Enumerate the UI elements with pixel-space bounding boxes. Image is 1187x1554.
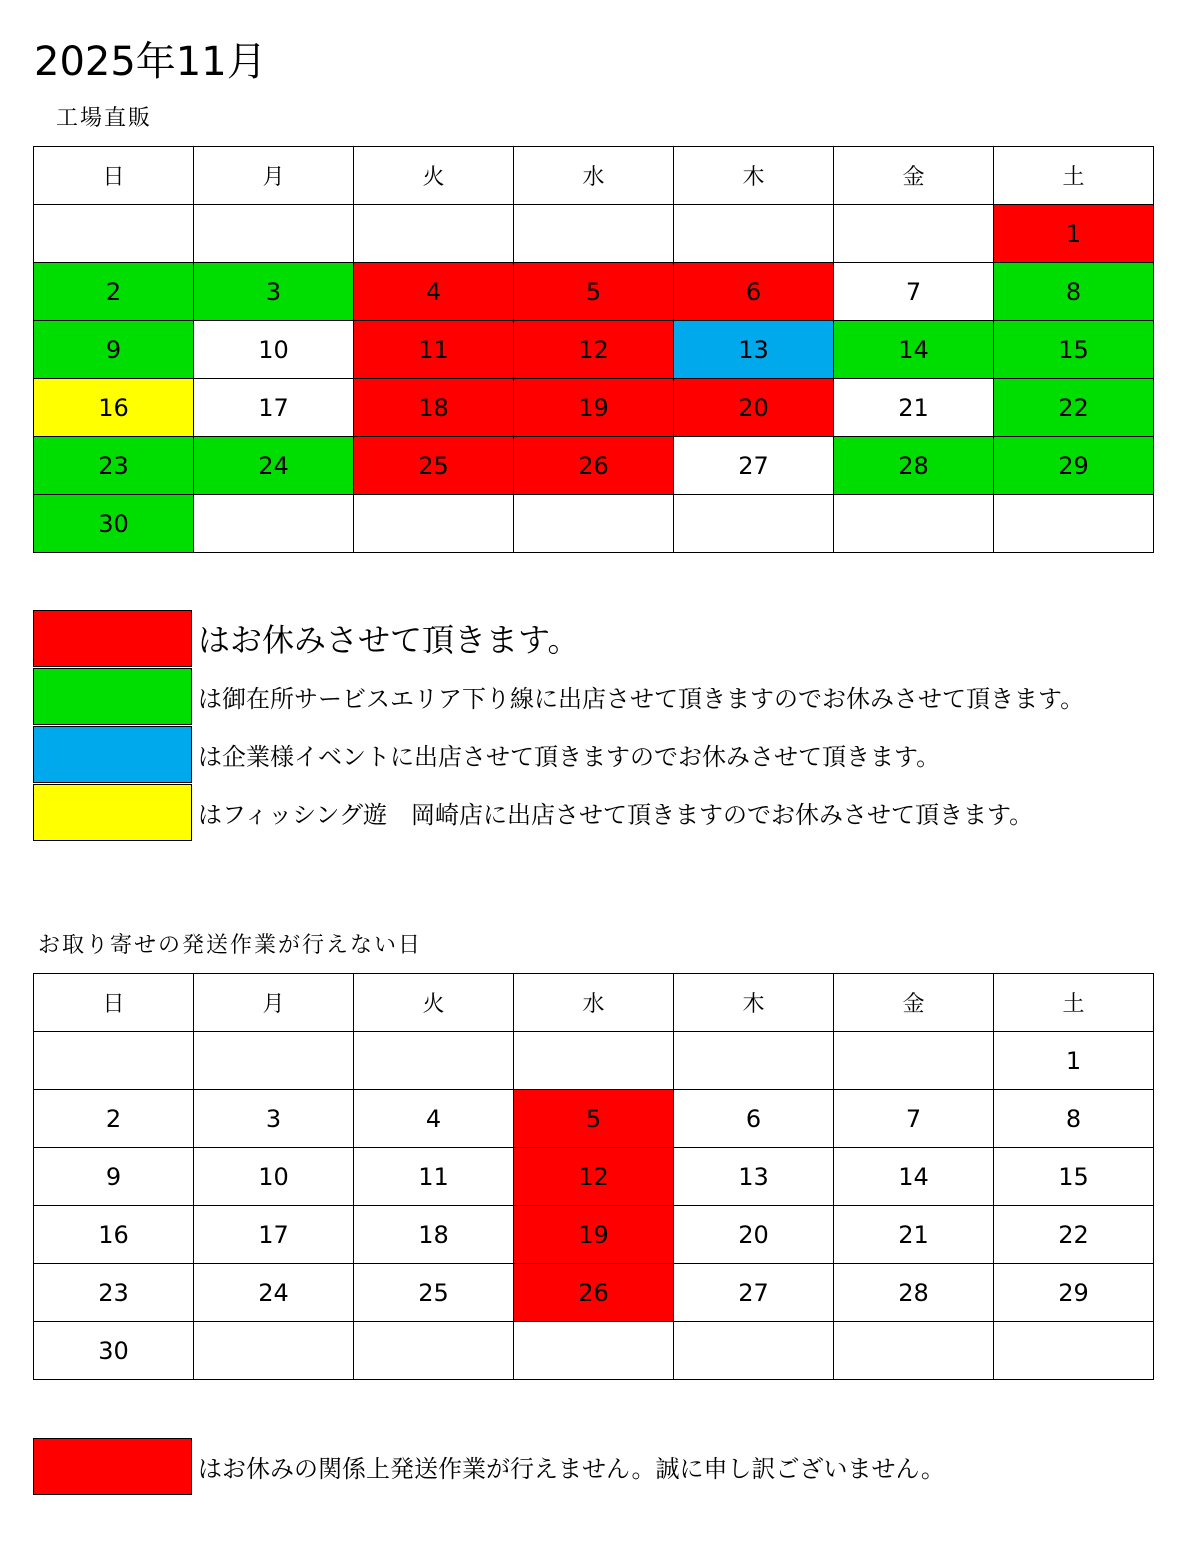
calendar-day-cell: 15 — [994, 1148, 1154, 1206]
calendar-day-cell: 21 — [834, 1206, 994, 1264]
calendar-day-cell: 4 — [354, 263, 514, 321]
calendar-week-row — [34, 1264, 1154, 1322]
calendar-day-cell: 14 — [834, 321, 994, 379]
calendar-empty-cell — [194, 495, 354, 553]
calendar-day-cell: 2 — [34, 263, 194, 321]
calendar-day-cell: 7 — [834, 1090, 994, 1148]
calendar-empty-cell — [834, 1322, 994, 1380]
legend-row-closed — [33, 609, 1084, 667]
calendar-day-cell: 17 — [194, 1206, 354, 1264]
calendar-day-cell: 6 — [674, 263, 834, 321]
calendar-day-cell: 19 — [514, 1206, 674, 1264]
calendar-day-cell: 3 — [194, 1090, 354, 1148]
calendar-day-cell: 10 — [194, 321, 354, 379]
calendar-week-row — [34, 495, 1154, 553]
weekday-friday: 金 — [834, 147, 994, 205]
calendar-day-cell: 20 — [674, 379, 834, 437]
weekday-friday: 金 — [834, 974, 994, 1032]
calendar-day-cell: 12 — [514, 321, 674, 379]
calendar-day-cell: 28 — [834, 437, 994, 495]
calendar-empty-cell — [194, 205, 354, 263]
calendar-day-cell: 18 — [354, 379, 514, 437]
legend-swatch-shipping-closed — [33, 1438, 192, 1495]
calendar-day-cell: 23 — [34, 1264, 194, 1322]
calendar-empty-cell — [674, 1322, 834, 1380]
legend-swatch-closed — [33, 610, 192, 667]
page-title: 2025年11月 — [34, 39, 267, 85]
calendar-day-cell: 15 — [994, 321, 1154, 379]
calendar-empty-cell — [674, 205, 834, 263]
legend-text-corporate-event: は企業様イベントに出店させて頂きますのでお休みさせて頂きます。 — [198, 742, 941, 771]
calendar-day-cell: 3 — [194, 263, 354, 321]
calendar-empty-cell — [354, 205, 514, 263]
legend-text-shipping-closed: はお休みの関係上発送作業が行えません。誠に申し訳ございません。 — [198, 1454, 945, 1483]
calendar-day-cell: 5 — [514, 263, 674, 321]
weekday-thursday: 木 — [674, 147, 834, 205]
weekday-tuesday: 火 — [354, 147, 514, 205]
calendar-week-row — [34, 321, 1154, 379]
weekday-monday: 月 — [194, 974, 354, 1032]
calendar-week-row — [34, 1090, 1154, 1148]
legend-row-shipping-closed — [33, 1437, 945, 1495]
calendar-day-cell: 17 — [194, 379, 354, 437]
calendar-week-row — [34, 263, 1154, 321]
calendar-day-cell: 5 — [514, 1090, 674, 1148]
calendar-day-cell: 22 — [994, 379, 1154, 437]
calendar-day-cell: 20 — [674, 1206, 834, 1264]
weekday-thursday: 木 — [674, 974, 834, 1032]
calendar-day-cell: 14 — [834, 1148, 994, 1206]
calendar-day-cell: 9 — [34, 321, 194, 379]
calendar-empty-cell — [514, 495, 674, 553]
calendar-empty-cell — [674, 495, 834, 553]
calendar-empty-cell — [194, 1032, 354, 1090]
calendar-day-cell: 16 — [34, 1206, 194, 1264]
calendar-day-cell: 22 — [994, 1206, 1154, 1264]
calendar-day-cell: 10 — [194, 1148, 354, 1206]
calendar-empty-cell — [354, 1032, 514, 1090]
calendar-day-cell: 4 — [354, 1090, 514, 1148]
calendar-day-cell: 13 — [674, 321, 834, 379]
calendar-week-row — [34, 1206, 1154, 1264]
calendar-empty-cell — [354, 1322, 514, 1380]
shipping-calendar — [33, 973, 1154, 1380]
calendar-day-cell: 24 — [194, 437, 354, 495]
calendar-week-row — [34, 379, 1154, 437]
calendar-day-cell: 25 — [354, 437, 514, 495]
calendar-day-cell: 30 — [34, 495, 194, 553]
legend-text-closed: はお休みさせて頂きます。 — [198, 621, 580, 659]
weekday-monday: 月 — [194, 147, 354, 205]
shipping-calendar-heading: お取り寄せの発送作業が行えない日 — [38, 933, 423, 958]
weekday-header-row — [34, 974, 1154, 1032]
calendar-day-cell: 11 — [354, 321, 514, 379]
weekday-sunday: 日 — [34, 147, 194, 205]
calendar-day-cell: 30 — [34, 1322, 194, 1380]
legend-text-service-area: は御在所サービスエリア下り線に出店させて頂きますのでお休みさせて頂きます。 — [198, 684, 1085, 713]
legend-text-fishing-store: はフィッシング遊 岡崎店に出店させて頂きますのでお休みさせて頂きます。 — [198, 800, 1034, 829]
calendar-empty-cell — [994, 1322, 1154, 1380]
weekday-wednesday: 水 — [514, 974, 674, 1032]
weekday-saturday: 土 — [994, 974, 1154, 1032]
factory-legend — [33, 609, 1084, 841]
calendar-day-cell: 13 — [674, 1148, 834, 1206]
calendar-day-cell: 27 — [674, 437, 834, 495]
calendar-empty-cell — [834, 1032, 994, 1090]
calendar-day-cell: 29 — [994, 1264, 1154, 1322]
legend-swatch-fishing-store — [33, 784, 192, 841]
legend-swatch-corporate-event — [33, 726, 192, 783]
calendar-day-cell: 8 — [994, 263, 1154, 321]
calendar-week-row — [34, 1322, 1154, 1380]
legend-row-fishing-store — [33, 783, 1084, 841]
factory-calendar-heading: 工場直販 — [56, 106, 153, 131]
weekday-header-row — [34, 147, 1154, 205]
calendar-day-cell: 8 — [994, 1090, 1154, 1148]
calendar-week-row — [34, 205, 1154, 263]
legend-row-service-area — [33, 667, 1084, 725]
calendar-day-cell: 18 — [354, 1206, 514, 1264]
calendar-day-cell: 6 — [674, 1090, 834, 1148]
weekday-sunday: 日 — [34, 974, 194, 1032]
legend-swatch-service-area — [33, 668, 192, 725]
calendar-day-cell: 29 — [994, 437, 1154, 495]
calendar-empty-cell — [994, 495, 1154, 553]
calendar-empty-cell — [34, 1032, 194, 1090]
calendar-empty-cell — [834, 205, 994, 263]
calendar-empty-cell — [514, 205, 674, 263]
calendar-day-cell: 11 — [354, 1148, 514, 1206]
legend-row-corporate-event — [33, 725, 1084, 783]
calendar-day-cell: 1 — [994, 1032, 1154, 1090]
calendar-day-cell: 24 — [194, 1264, 354, 1322]
calendar-day-cell: 26 — [514, 437, 674, 495]
weekday-saturday: 土 — [994, 147, 1154, 205]
calendar-day-cell: 23 — [34, 437, 194, 495]
calendar-day-cell: 25 — [354, 1264, 514, 1322]
calendar-week-row — [34, 437, 1154, 495]
factory-calendar — [33, 146, 1154, 553]
calendar-day-cell: 21 — [834, 379, 994, 437]
calendar-day-cell: 2 — [34, 1090, 194, 1148]
shipping-legend — [33, 1437, 945, 1495]
calendar-empty-cell — [514, 1322, 674, 1380]
calendar-week-row — [34, 1148, 1154, 1206]
calendar-empty-cell — [674, 1032, 834, 1090]
calendar-empty-cell — [34, 205, 194, 263]
calendar-week-row — [34, 1032, 1154, 1090]
weekday-wednesday: 水 — [514, 147, 674, 205]
calendar-day-cell: 28 — [834, 1264, 994, 1322]
calendar-day-cell: 7 — [834, 263, 994, 321]
calendar-day-cell: 12 — [514, 1148, 674, 1206]
calendar-empty-cell — [194, 1322, 354, 1380]
calendar-empty-cell — [514, 1032, 674, 1090]
calendar-day-cell: 16 — [34, 379, 194, 437]
calendar-day-cell: 26 — [514, 1264, 674, 1322]
weekday-tuesday: 火 — [354, 974, 514, 1032]
calendar-empty-cell — [834, 495, 994, 553]
calendar-day-cell: 9 — [34, 1148, 194, 1206]
calendar-empty-cell — [354, 495, 514, 553]
calendar-day-cell: 1 — [994, 205, 1154, 263]
calendar-day-cell: 19 — [514, 379, 674, 437]
calendar-day-cell: 27 — [674, 1264, 834, 1322]
